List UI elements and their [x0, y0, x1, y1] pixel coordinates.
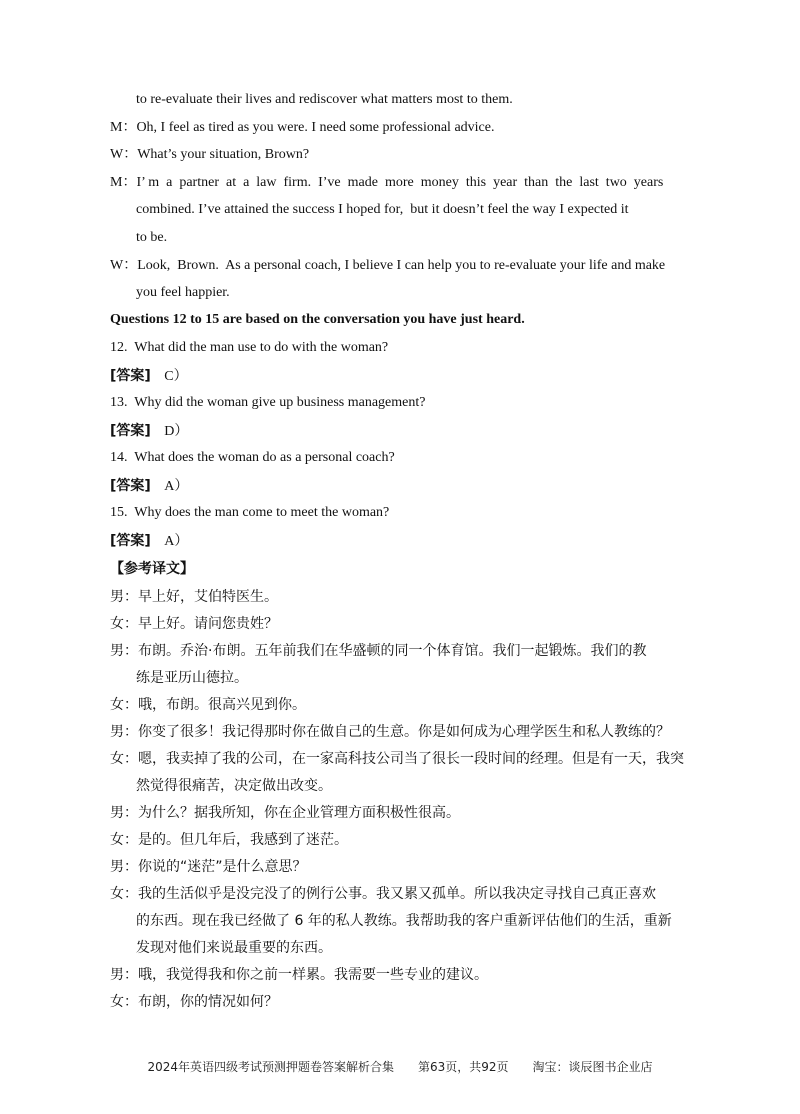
answer-row: [110, 421, 188, 442]
answer-tag: [答案]: [110, 478, 151, 494]
translation-line: 男：你变了很多！我记得那时你在做自己的生意。你是如何成为心理学医生和私人教练的？: [110, 724, 670, 740]
translation-heading: 【参考译文】: [110, 561, 194, 577]
translation-line: 女：早上好。请问您贵姓？: [110, 616, 278, 632]
translation-line: 发现对他们来说最重要的东西。: [136, 940, 332, 956]
dialogue-line: M：I’ m a partner at a law firm. I’ve made more money this year than the last two years: [110, 175, 664, 190]
translation-line: 男：你说的“迷茫”是什么意思？: [110, 859, 307, 875]
answer-value: C）: [164, 369, 188, 384]
dialogue-line: W：What’s your situation, Brown?: [110, 147, 310, 162]
translation-line: 女：布朗，你的情况如何？: [110, 994, 278, 1010]
answer-value: A）: [164, 534, 189, 549]
translation-line: 男：早上好，艾伯特医生。: [110, 589, 278, 605]
dialogue-line: to be.: [136, 230, 168, 245]
answer-value: D）: [164, 424, 189, 439]
dialogue-line: W：Look, Brown. As a personal coach, I believe I can help you to re-evaluate your life and make: [110, 258, 666, 273]
dialogue-line: combined. I’ve attained the success I hoped for, but it doesn’t feel the way I expected it: [136, 202, 629, 217]
answer-tag: [答案]: [110, 533, 151, 549]
translation-line: 男：为什么？据我所知，你在企业管理方面积极性很高。: [110, 805, 460, 821]
translation-line: 男：哦，我觉得我和你之前一样累。我需要一些专业的建议。: [110, 967, 488, 983]
dialogue-line: to re-evaluate their lives and rediscover what matters most to them.: [136, 92, 513, 107]
translation-line: 的东西。现在我已经做了 6 年的私人教练。我帮助我的客户重新评估他们的生活，重新: [136, 913, 672, 929]
question-text: 15. Why does the man come to meet the woman?: [110, 505, 390, 520]
answer-row: [110, 366, 188, 387]
answer-value: A）: [164, 479, 189, 494]
question-text: 12. What did the man use to do with the woman?: [110, 340, 389, 355]
translation-line: 女：我的生活似乎是没完没了的例行公事。我又累又孤单。所以我决定寻找自己真正喜欢: [110, 886, 656, 902]
translation-line: 女：是的。但几年后，我感到了迷茫。: [110, 832, 348, 848]
question-text: 13. Why did the woman give up business management?: [110, 395, 426, 410]
translation-line: 女：哦，布朗。很高兴见到你。: [110, 697, 306, 713]
translation-line: 女：嗯，我卖掉了我的公司，在一家高科技公司当了很长一段时间的经理。但是有一天，我突: [110, 751, 684, 767]
translation-line: 然觉得很痛苦，决定做出改变。: [136, 778, 332, 794]
answer-row: [110, 476, 188, 497]
dialogue-line: M：Oh, I feel as tired as you were. I need some professional advice.: [110, 120, 495, 135]
question-text: 14. What does the woman do as a personal coach?: [110, 450, 395, 465]
answer-row: [110, 531, 188, 552]
answer-tag: [答案]: [110, 368, 151, 384]
translation-line: 练是亚历山德拉。: [136, 670, 248, 686]
questions-heading: Questions 12 to 15 are based on the conversation you have just heard.: [110, 312, 525, 327]
answer-tag: [答案]: [110, 423, 151, 439]
page-footer: 2024年英语四级考试预测押题卷答案解析合集 第63页，共92页 淘宝：谈辰图书企业店: [147, 1060, 653, 1074]
translation-line: 男：布朗。乔治·布朗。五年前我们在华盛顿的同一个体育馆。我们一起锻炼。我们的教: [110, 643, 647, 659]
dialogue-line: you feel happier.: [136, 285, 230, 300]
